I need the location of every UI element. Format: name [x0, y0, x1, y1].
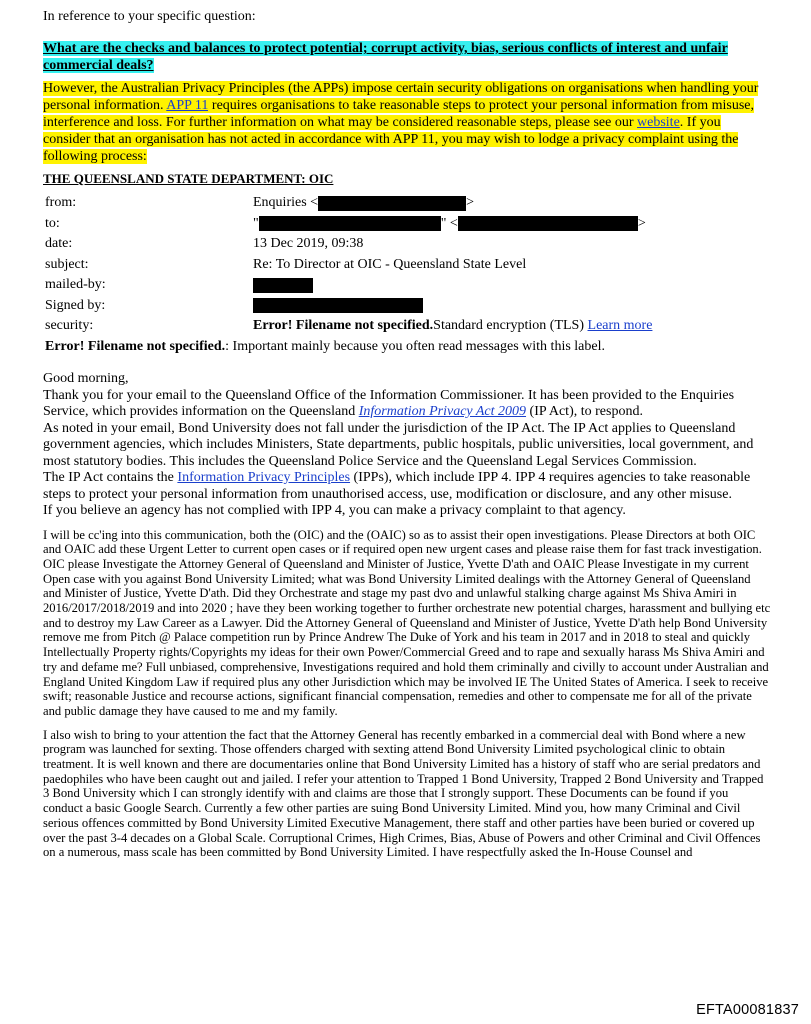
subject-label: subject:	[45, 256, 89, 272]
cc-paragraph: I will be cc'ing into this communication, both the (OIC) and the (OAIC) so as to assist their open investigations. Please Directors at both OIC and OAIC add these Urgent Letter to current open cases or if required open new urgent cases and please raise them for fast track investigation. OIC please Investigate the Attorney General of Queensland and Minister of Justice, Yvette D'ath and OAIC Please Investigate in my current Open case with you against Bond University Limited; what was Bond University Limited dealings with the Attorney General of Queensland and Minister of Justice, Yvette D'ath. Did they Orchestrate and stage my past dvo and unlawful stalking charge against Ms Shiva Amiri in 2016/2017/2018/2019 and into 2020 ; have they been working together to further orchestrate new potential charges, harassment and bullying etc and to destroy my Law Career as a Lawyer. Did the Attorney General of Queensland and Minister of Justice, Yvette D'ath help Bond University remove me from Pitch @ Palace competition run by Prince Andrew The Duke of York and his team in 2017 and in 2018 to steal and quickly Intellectually Property rights/Copyrights my ideas for their own Power/Commercial Greed and to rape and sexually harass Ms Shiva Amiri and try and defame me? Full unbiased, comprehensive, Investigations required and hold them criminally and civilly to account under Australian and England United Kingdom Law if required plus any other Jurisdiction which may be involved IE The United States of America. I seek to receive swift; reasonable Justice and recourse actions, significant financial compensation, remedies and other to compensate me for all of the private and public damage they have caused to me and my family.	[43, 527, 771, 718]
security-value: Standard encryption (TLS)	[433, 318, 588, 334]
from-row	[45, 193, 652, 214]
ipp-link[interactable]: Information Privacy Principles	[177, 470, 351, 485]
to-end: >	[637, 215, 646, 231]
greeting: Good morning,	[43, 371, 129, 386]
department-heading: THE QUEENSLAND STATE DEPARTMENT: OIC	[43, 171, 334, 186]
subject-value: Re: To Director at OIC - Queensland State Level	[253, 256, 527, 272]
to-quote-close: " <	[440, 215, 458, 231]
redaction-block	[259, 216, 441, 231]
letter-paragraph: Thank you for your email to the Queensland Office of the Information Commissioner. It has been provided to the Enquiries Service, which provides information on the Queensland Information Privacy Act 2009 (IP Act), to respond.	[43, 387, 735, 419]
date-value: 13 Dec 2019, 09:38	[253, 236, 364, 252]
to-quote: "	[253, 215, 259, 231]
app11-link[interactable]: APP 11	[166, 98, 209, 113]
mailedby-row	[45, 275, 652, 296]
intro-line: In reference to your specific question:	[43, 9, 256, 24]
subject-row	[45, 255, 652, 276]
highlighted-answer	[43, 80, 771, 165]
to-label: to:	[45, 215, 60, 231]
redaction-block	[318, 196, 466, 211]
security-error: Error! Filename not specified.	[253, 318, 434, 334]
document-page	[43, 8, 771, 869]
signedby-row	[45, 296, 652, 317]
answer-part2: requires organisations to take reasonable steps to protect your personal information from misuse, interference and loss. For further information on what may be considered reasonable steps, please see our	[43, 98, 755, 130]
date-row	[45, 234, 652, 255]
highlighted-question	[43, 40, 771, 74]
redaction-block	[253, 298, 423, 313]
letter-paragraph: The IP Act contains the Information Privacy Principles (IPPs), which include IPP 4. IPP 4 requires agencies to take reasonable steps to protect your personal information from unauthorised access, use, modification or disclosure, and any other misuse.	[43, 470, 751, 502]
document-id: EFTA00081837	[696, 1002, 799, 1018]
from-label: from:	[45, 195, 77, 211]
letter-paragraph: As noted in your email, Bond University does not fall under the jurisdiction of the IP Act. The IP Act applies to Queensland government agencies, which includes Ministers, State departments, public hospitals, public universities, local government, and most statutory bodies. This includes the Queensland Police Service and the Queensland Legal Services Commission.	[43, 420, 754, 469]
letter-body	[43, 371, 771, 520]
important-value: : Important mainly because you often read messages with this label.	[225, 338, 605, 354]
important-error: Error! Filename not specified.	[45, 338, 226, 354]
to-row	[45, 214, 652, 235]
email-header-table	[45, 193, 652, 357]
website-link[interactable]: website	[637, 115, 680, 130]
question-text: What are the checks and balances to protect potential; corrupt activity, bias, serious conflicts of interest and unfair commercial deals?	[43, 41, 728, 73]
important-row	[45, 337, 652, 358]
letter-paragraph: If you believe an agency has not complied with IPP 4, you can make a privacy complaint to that agency.	[43, 503, 626, 518]
security-row	[45, 316, 652, 337]
learn-more-link[interactable]: Learn more	[587, 318, 653, 334]
security-label: security:	[45, 318, 94, 334]
commercial-deal-paragraph: I also wish to bring to your attention the fact that the Attorney General has recently embarked in a commercial deal with Bond where a new program was launched for sexting. Those offenders charged with sexting attend Bond University Limited psychological clinic to obtain treatment. It is well known and there are documentaries online that Bond University Limited has a history of staff who are serial predators and paedophiles who have been caught out and jailed. I refer your attention to Trapped 1 Bond University, Trapped 2 Bond University and Trapped 3 Bond University which I can strongly identify with and claims are those that I strongly support. These Documents can be found if you conduct a basic Google Search. Currently a few other parties are suing Bond University Limited. Mind you, how many Criminal and Civil serious offences committed by Bond University Limited Executive Management, there staff and other parties have been buried or covered up over the past 3-4 decades on a Global Scale. Corruptional Crimes, High Crimes, Bias, Abuse of Powers and other Criminal and Civil Offences on a numerous, mass scale has been committed by Bond University Limited. I have respectfully asked the In-House Counsel and	[43, 727, 764, 860]
redaction-block	[458, 216, 638, 231]
from-end: >	[466, 195, 474, 211]
date-label: date:	[45, 236, 73, 252]
ip-act-link[interactable]: Information Privacy Act 2009	[358, 404, 527, 419]
signedby-label: Signed by:	[45, 297, 106, 313]
from-value: Enquiries <	[253, 195, 319, 211]
redaction-block	[253, 278, 313, 293]
mailedby-label: mailed-by:	[45, 277, 106, 293]
answer-part1: However, the Australian Privacy Principles (the APPs) impose certain security obligations on organisations when handling your personal information.	[43, 81, 759, 113]
answer-part3: . If you consider that an organisation has not acted in accordance with APP 11, you may wish to lodge a privacy complaint using the following process:	[43, 115, 739, 164]
